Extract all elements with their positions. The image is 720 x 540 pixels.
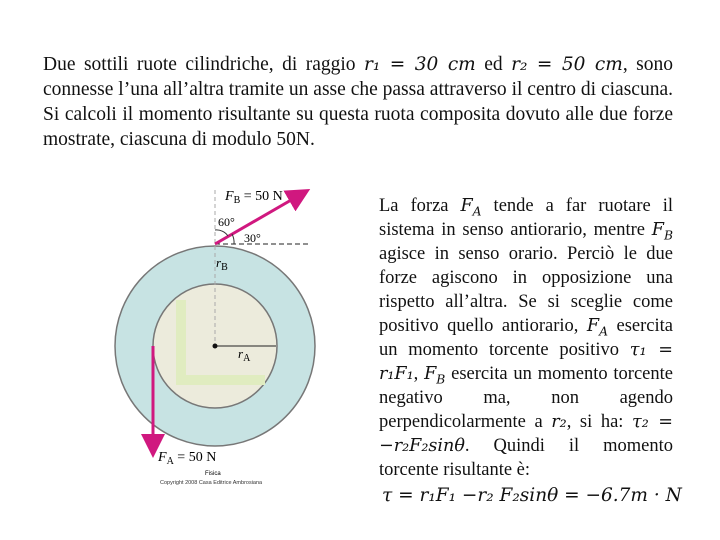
r2-symbol: r₂ [551, 412, 567, 432]
text: esercita un momento torcente negativo ma, non agendo perpendicolarmente a [379, 364, 673, 432]
text: , [413, 364, 425, 384]
fb-symbol: $F_B$ [651, 220, 673, 243]
r1-formula: r₁ = 30 cm [364, 54, 476, 75]
fa-label: $F_A = 50$ N [158, 450, 217, 467]
fb-symbol: $F_B$ [424, 364, 446, 387]
text: tende a far ruotare il sistema in senso antiorario, mentre [379, 196, 673, 240]
angle30-arc [232, 234, 234, 244]
angle60-label: 60° [218, 215, 235, 229]
text: La forza [379, 196, 461, 216]
text: Due sottili ruote cilindriche, di raggio [43, 54, 365, 75]
fa-symbol: $F_A$ [460, 196, 482, 219]
text: esercita un momento torcente positivo [379, 316, 673, 360]
ra-label: $r_A$ [238, 346, 251, 364]
tau1-formula: τ₁ = r₁F₁ [379, 340, 673, 384]
publisher-label: Fisica [205, 471, 221, 477]
solution-text [379, 194, 673, 482]
r2-formula: r₂ = 50 cm [511, 54, 623, 75]
angle60-arc [215, 230, 228, 236]
text: , sono connesse l’una all’altra tramite un asse che passa attraverso il centro di ciascuna. Si calcoli il momento risultante su questa ruota composita dovuto alle due forze mostrate, ciascuna di modulo 50N. [43, 54, 673, 150]
copyright-label: Copyright 2008 Casa Editrice Ambrosiana [160, 480, 263, 486]
final-equation: τ = r₁F₁ −r₂ F₂sinθ = −6.7m · N [382, 485, 682, 506]
fa-symbol: $F_A$ [586, 316, 608, 339]
center-dot [213, 344, 218, 349]
text: . Quindi il momento torcente risultante è: [379, 436, 673, 480]
text: agisce in senso orario. Perciò le due forze agiscono in opposizione una rispetto all’altra. Se si sceglie come positivo quello antiorario, [379, 244, 673, 336]
text: ed [475, 54, 512, 75]
rb-label: $r_B$ [216, 255, 228, 273]
text: , si ha: [566, 412, 632, 432]
angle30-label: 30° [244, 231, 261, 245]
solution-column [379, 194, 682, 508]
tau2-formula: τ₂ = −r₂F₂sinθ [379, 412, 674, 456]
fb-label: $F_B = 50$ N [225, 189, 283, 206]
